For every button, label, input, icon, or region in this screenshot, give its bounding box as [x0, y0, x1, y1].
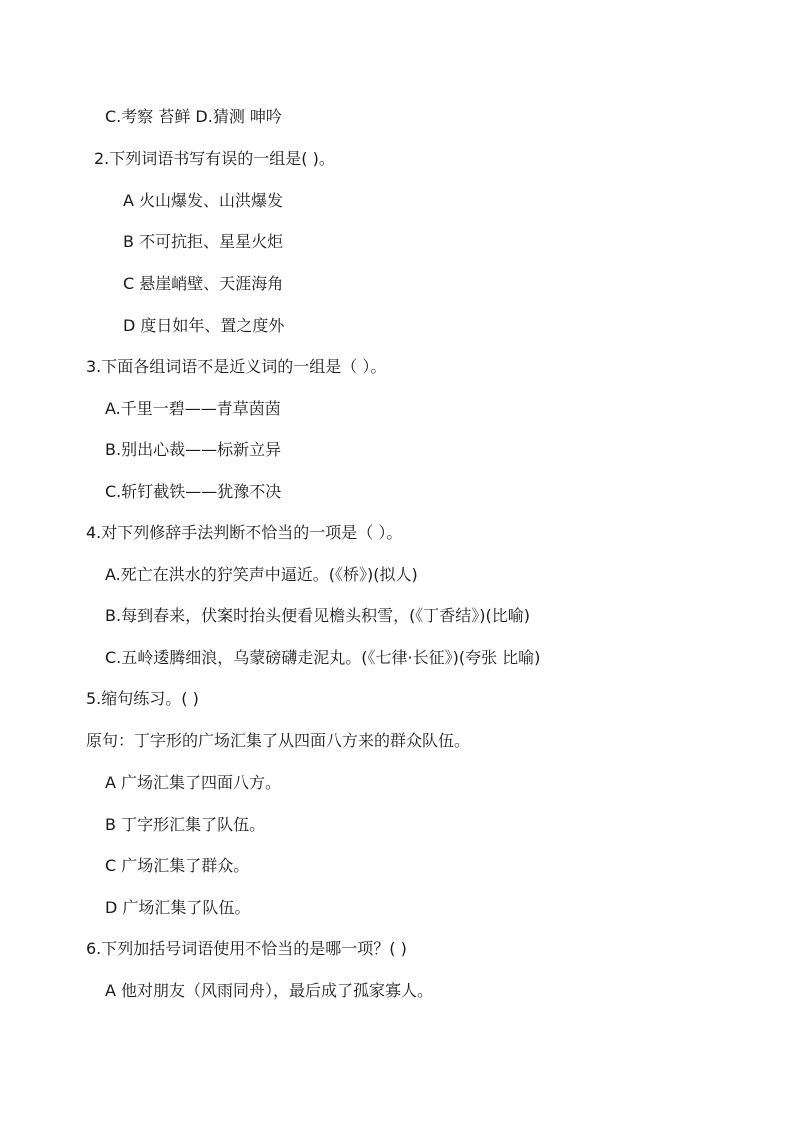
q4-option-c: C.五岭逶腾细浪，乌蒙磅礴走泥丸。(《七律·长征》)(夸张 比喻)	[105, 648, 541, 667]
q3-option-a: A.千里一碧——青草茵茵	[105, 399, 281, 418]
q3-option-b: B.别出心裁——标新立异	[105, 440, 282, 459]
q4-stem: 4.对下列修辞手法判断不恰当的一项是（ ）。	[86, 523, 403, 542]
q5-option-d: D 广场汇集了队伍。	[105, 898, 251, 917]
q3-option-c: C.斩钉截铁——犹豫不决	[105, 482, 282, 501]
q1-options-cd: C.考察 苔鲜 D.猜测 呻吟	[105, 107, 282, 126]
q5-stem: 5.缩句练习。( )	[86, 689, 199, 708]
q6-option-a: A 他对朋友（风雨同舟），最后成了孤家寡人。	[105, 981, 434, 1000]
q5-option-a: A 广场汇集了四面八方。	[105, 773, 282, 792]
q6-stem: 6.下列加括号词语使用不恰当的是哪一项？( )	[86, 939, 407, 958]
q3-stem: 3.下面各组词语不是近义词的一组是（ ）。	[86, 357, 387, 376]
q5-option-c: C 广场汇集了群众。	[105, 856, 250, 875]
q4-option-a: A.死亡在洪水的狞笑声中逼近。(《桥》)(拟人)	[105, 565, 418, 584]
q2-option-d: D 度日如年、置之度外	[123, 316, 285, 335]
q2-option-b: B 不可抗拒、星星火炬	[123, 232, 284, 251]
q2-option-c: C 悬崖峭壁、天涯海角	[123, 274, 284, 293]
q4-option-b: B.每到春来，伏案时抬头便看见檐头积雪，(《丁香结》)(比喻)	[105, 606, 531, 625]
q5-option-b: B 丁字形汇集了队伍。	[105, 815, 266, 834]
q5-original-sentence: 原句：丁字形的广场汇集了从四面八方来的群众队伍。	[86, 731, 471, 750]
q2-option-a: A 火山爆发、山洪爆发	[123, 191, 284, 210]
q2-stem: 2.下列词语书写有误的一组是( )。	[94, 149, 335, 168]
